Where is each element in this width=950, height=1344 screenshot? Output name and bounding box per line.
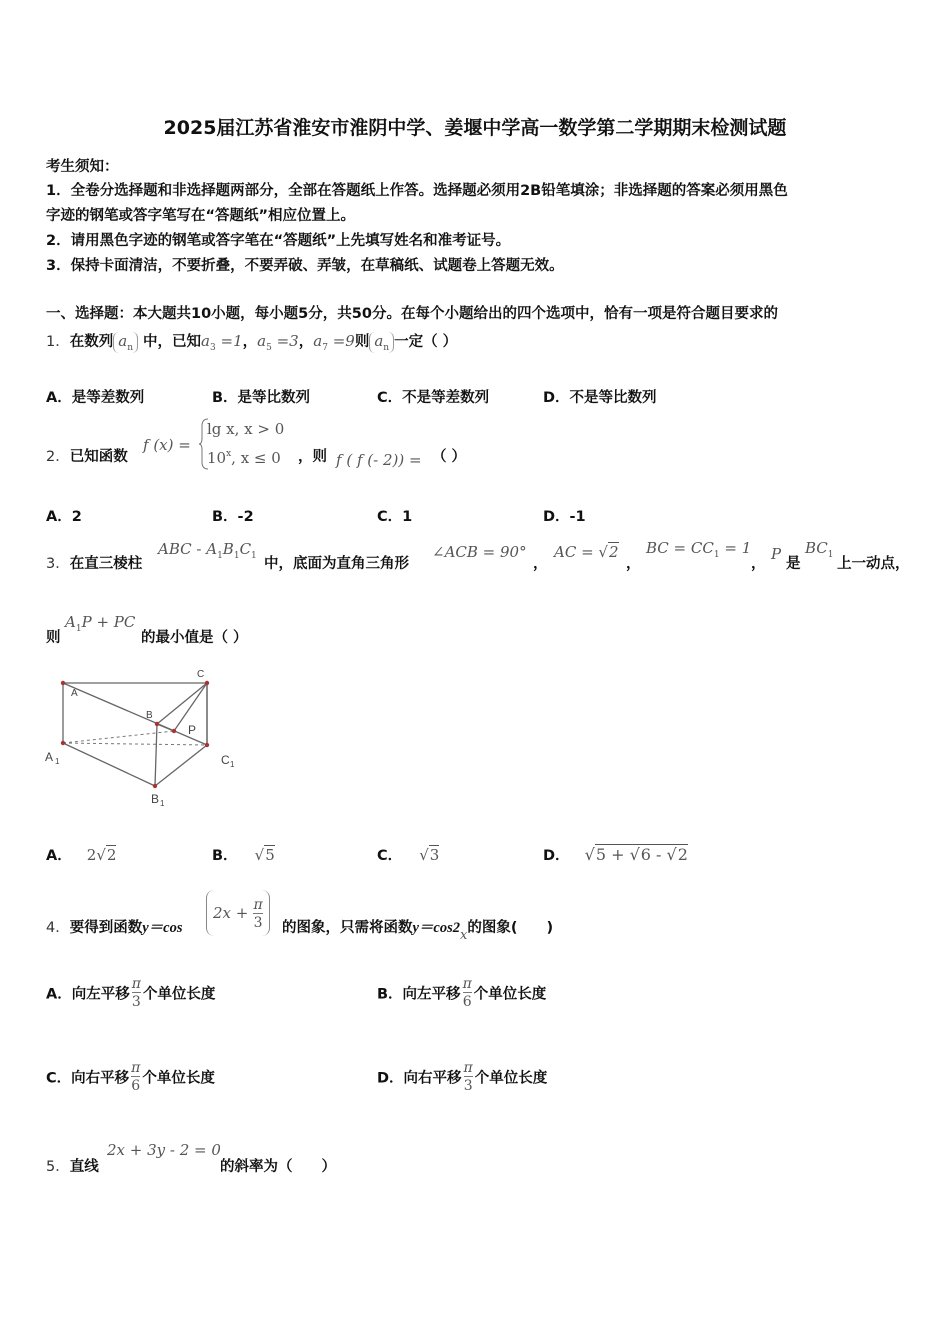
q3-text-4: 是 (786, 556, 801, 572)
q2-case-1: lg x, x > 0 (207, 420, 285, 438)
q3-point-p: P (771, 545, 782, 563)
q3-text-2: 中，底面为直角三角形 (264, 556, 409, 572)
q3-comma: ， (626, 556, 641, 572)
q1-option-c[interactable]: C．不是等差数列 (377, 390, 490, 406)
question-number: 2． (46, 449, 70, 465)
q1-text-1: 在数列 (69, 334, 114, 350)
label-b1: B (151, 792, 160, 806)
notice-line-3: 2．请用黑色字迹的钢笔或答字笔在“答题纸”上先填写姓名和准考证号。 (46, 233, 511, 249)
q4-text-1: 要得到函数 (69, 920, 143, 936)
q1-cond-2: $a_5 =3$ (257, 332, 299, 353)
page-title: 2025届江苏省淮安市淮阴中学、姜堰中学高一数学第二学期期末检测试题 (163, 117, 787, 139)
question-2 (46, 445, 128, 466)
q2-option-d[interactable]: D．-1 (543, 509, 586, 525)
q3-option-a[interactable]: A． 2√2 (46, 846, 117, 864)
vertex-b (155, 722, 159, 726)
vertex-b1 (153, 784, 157, 788)
q1-text-4: 一定（ ） (394, 334, 458, 350)
notice-heading: 考生须知： (46, 159, 119, 175)
label-c1: C (221, 753, 230, 767)
q3-text-1: 在直三棱柱 (69, 556, 143, 572)
q4-option-a[interactable]: A．向左平移 $\frac{\pi}{3}$ 个单位长度 (46, 976, 216, 1010)
q3-angle: ∠ACB = 90° (432, 543, 527, 561)
q1-cond-3: $a_7 =9$ (313, 332, 355, 353)
q1-option-d[interactable]: D．不是等比数列 (543, 390, 657, 406)
q3-expression: $A_1P$ + PC (65, 613, 136, 634)
vertex-a (61, 681, 65, 685)
notice-line-1: 1．全卷分选择题和非选择题两部分，全部在答题纸上作答。选择题必须用2B铅笔填涂；非选择题的答案必须用黑色 (46, 183, 788, 199)
question-4 (46, 916, 183, 937)
question-1 (46, 330, 457, 353)
notice-line-4: 3．保持卡面清洁，不要折叠，不要弄破、弄皱，在草稿纸、试题卷上答题无效。 (46, 258, 564, 274)
q3-option-b[interactable]: B． √5 (212, 846, 275, 864)
q5-text-1: 直线 (69, 1159, 99, 1175)
q3-ac: AC = √2 (554, 543, 619, 561)
comma: ， (242, 334, 258, 350)
q4-option-b[interactable]: B．向左平移 $\frac{\pi}{6}$ 个单位长度 (377, 976, 547, 1010)
q3-prism: ABC - $A_1B_1C_1$ (158, 540, 257, 561)
q1-text-3: 则 (354, 334, 370, 350)
vertex-p (172, 729, 176, 733)
question-number: 3． (46, 556, 70, 572)
question-number: 4． (46, 920, 70, 936)
q3-option-d[interactable]: D． √5 + √6 - √2 (543, 845, 688, 864)
label-c1-sub: 1 (230, 760, 235, 769)
q4-argument: 2x + $\frac{\pi}{3}$ (206, 890, 270, 938)
q3-comma: ， (751, 556, 766, 572)
label-c: C (197, 669, 205, 680)
label-b: B (146, 710, 153, 721)
label-a1-sub: 1 (55, 757, 60, 766)
q4-option-d[interactable]: D．向右平移 $\frac{\pi}{3}$ 个单位长度 (377, 1060, 548, 1094)
q5-text-2: 的斜率为（ ） (220, 1159, 336, 1175)
q3-bc: BC = $CC_1 = 1$ (646, 539, 752, 560)
vertex-c (205, 681, 209, 685)
q3-text-7: 的最小值是（ ） (141, 630, 248, 646)
q1-cond-1: $a_3 =1$ (201, 332, 243, 353)
vertex-a1 (61, 741, 65, 745)
q3-option-c[interactable]: C． √3 (377, 846, 440, 864)
q5-equation: 2x + 3y - 2 = 0 (107, 1141, 221, 1159)
label-p: P (188, 723, 197, 737)
label-a: A (71, 688, 78, 699)
q1-text-2: 中，已知 (143, 334, 202, 350)
q2-option-c[interactable]: C．1 (377, 509, 413, 525)
label-a1: A (45, 750, 54, 764)
q3-segment: $BC_1$ (805, 539, 834, 560)
edge-a1-b1 (63, 743, 155, 786)
q1-sequence-2: $a_n$ (369, 332, 394, 353)
notice-line-2: 字迹的钢笔或答字笔写在“答题纸”相应位置上。 (46, 208, 356, 224)
q4-function: y＝cos (142, 920, 183, 936)
q2-text-3: （ ） (432, 449, 467, 465)
q2-function-lhs: f (x) = (143, 436, 191, 454)
q3-comma: ， (533, 556, 548, 572)
edge-b-c (157, 683, 207, 724)
question-number: 5． (46, 1159, 70, 1175)
q4-text-2: 的图象，只需将函数y＝cos2x的图象( ) (282, 920, 554, 943)
q1-option-b[interactable]: B．是等比数列 (212, 390, 311, 406)
edge-b-p (157, 724, 174, 731)
q1-option-a[interactable]: A．是等差数列 (46, 390, 145, 406)
q3-text-5: 上一动点， (837, 556, 910, 572)
q4-option-c[interactable]: C．向右平移 $\frac{\pi}{6}$ 个单位长度 (46, 1060, 215, 1094)
edge-b1-c1 (155, 745, 207, 786)
question-number: 1． (46, 334, 70, 350)
q2-case-2: 10$^x$, x ≤ 0 (207, 449, 281, 467)
q2-text-2: ，则 (298, 449, 327, 465)
section-heading: 一、选择题：本大题共10小题，每小题5分，共50分。在每个小题给出的四个选项中，恰有一项是符合题目要求的 (46, 306, 778, 322)
comma: ， (298, 334, 314, 350)
question-3 (46, 552, 142, 573)
q3-text-6: 则 (46, 630, 61, 646)
edge-a1-c1 (63, 743, 207, 745)
q1-sequence: $a_n$ (113, 332, 138, 353)
q2-option-b[interactable]: B．-2 (212, 509, 254, 525)
q2-text-1: 已知函数 (69, 449, 128, 465)
prism-figure (40, 665, 270, 815)
question-5 (46, 1155, 99, 1176)
label-b1-sub: 1 (160, 799, 165, 808)
q2-expression: f ( f (- 2)) = (336, 451, 422, 469)
vertex-c1 (205, 743, 209, 747)
q2-option-a[interactable]: A．2 (46, 509, 82, 525)
